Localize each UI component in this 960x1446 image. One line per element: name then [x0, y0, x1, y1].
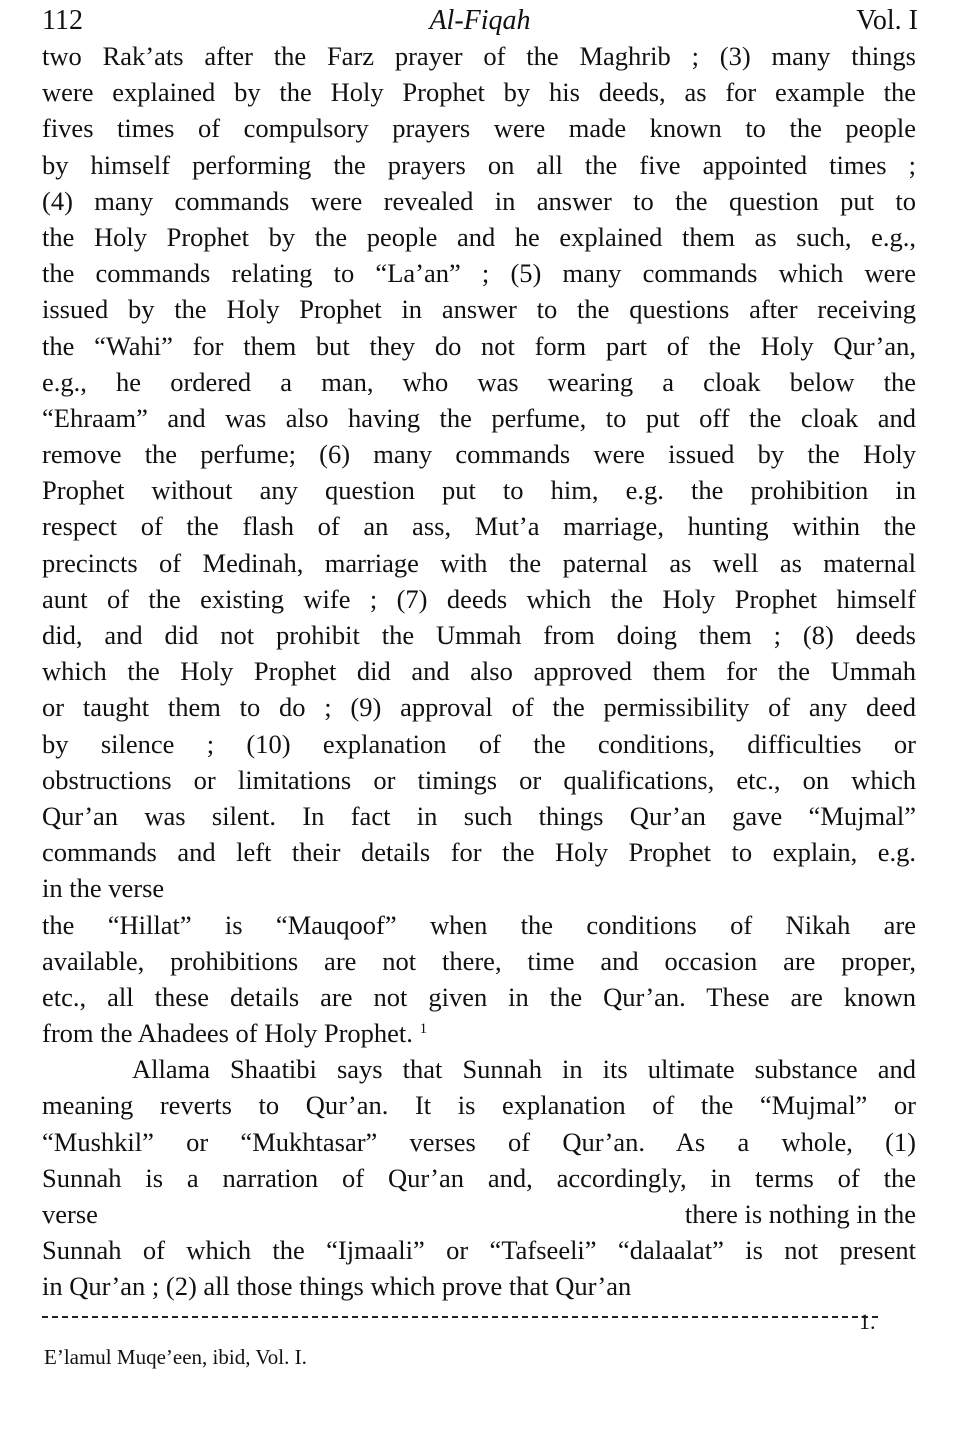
paragraph-first-line: Allama Shaatibi says that Sunnah in its ultimate substance and — [132, 1054, 916, 1085]
text-line: remove the perfume; (6) many commands were issued by the Holy — [42, 439, 916, 470]
book-title: Al-Fiqah — [429, 5, 531, 36]
text-line: two Rak’ats after the Farz prayer of the Maghrib ; (3) many things — [42, 41, 916, 71]
footnote-text: E’lamul Muqe’een, ibid, Vol. I. — [44, 1345, 307, 1369]
text-line: were explained by the Holy Prophet by his deeds, as for example the — [42, 77, 916, 108]
text-line: the “Wahi” for them but they do not form part of the Holy Qur’an, — [42, 330, 916, 361]
volume-label: Vol. I — [856, 5, 918, 36]
running-header — [42, 3, 918, 39]
text-line: Sunnah is a narration of Qur’an and, accordingly, in terms of the — [42, 1162, 916, 1193]
text-line: from the Ahadees of Holy Prophet. — [42, 1018, 413, 1049]
text-line: obstructions or limitations or timings or qualifications, etc., on which — [42, 764, 916, 795]
text-line: commands and left their details for the Holy Prophet to explain, e.g. — [42, 837, 916, 868]
text-line: by himself performing the prayers on all the five appointed times ; — [42, 149, 916, 180]
footnote-reference: 1 — [419, 1021, 428, 1038]
text-line: etc., all these details are not given in the Qur’an. These are known — [42, 981, 916, 1012]
footnote-divider — [42, 1316, 878, 1318]
text-line: in Qur’an ; (2) all those things which prove that Qur’an — [42, 1271, 632, 1302]
text-line: Qur’an was silent. In fact in such things Qur’an gave “Mujmal” — [42, 800, 916, 831]
text-line-split — [42, 1196, 916, 1232]
text-line: fives times of compulsory prayers were made known to the people — [42, 113, 916, 144]
text-line: the commands relating to “La’an” ; (5) many commands which were — [42, 258, 916, 289]
text-line: available, prohibitions are not there, time and occasion are proper, — [42, 945, 916, 976]
text-line-right: there is nothing in the — [684, 1199, 916, 1229]
text-line: did, and did not prohibit the Ummah from doing them ; (8) deeds — [42, 620, 916, 650]
text-line: aunt of the existing wife ; (7) deeds which the Holy Prophet himself — [42, 583, 916, 614]
text-line: or taught them to do ; (9) approval of the permissibility of any deed — [42, 692, 916, 723]
text-line: the Holy Prophet by the people and he explained them as such, e.g., — [42, 221, 916, 252]
text-line: issued by the Holy Prophet in answer to the questions after receiving — [42, 294, 916, 325]
text-line: “Mushkil” or “Mukhtasar” verses of Qur’an. As a whole, (1) — [42, 1126, 916, 1157]
text-line: Prophet without any question put to him, e.g. the prohibition in — [42, 475, 916, 506]
text-line: (4) many commands were revealed in answer to the question put to — [42, 185, 916, 216]
text-line-left: verse — [42, 1199, 98, 1229]
text-line: Sunnah of which the “Ijmaali” or “Tafseeli” “dalaalat” is not present — [42, 1235, 916, 1266]
text-line: by silence ; (10) explanation of the conditions, difficulties or — [42, 728, 916, 759]
text-line: meaning reverts to Qur’an. It is explanation of the “Mujmal” or — [42, 1090, 916, 1121]
text-line: precincts of Medinah, marriage with the paternal as well as maternal — [42, 547, 916, 578]
footnote-divider-number: 1. — [859, 1309, 876, 1334]
text-line: which the Holy Prophet did and also approved them for the Ummah — [42, 656, 916, 687]
text-line: e.g., he ordered a man, who was wearing a cloak below the — [42, 366, 916, 397]
text-line: in the verse — [42, 873, 165, 904]
page-number: 112 — [42, 5, 83, 36]
text-line: respect of the flash of an ass, Mut’a marriage, hunting within the — [42, 511, 916, 542]
text-line: the “Hillat” is “Mauqoof” when the conditions of Nikah are — [42, 909, 916, 940]
text-line-with-footnote — [42, 1015, 916, 1051]
body-text — [42, 38, 916, 1305]
text-line: “Ehraam” and was also having the perfume, to put off the cloak and — [42, 402, 916, 433]
